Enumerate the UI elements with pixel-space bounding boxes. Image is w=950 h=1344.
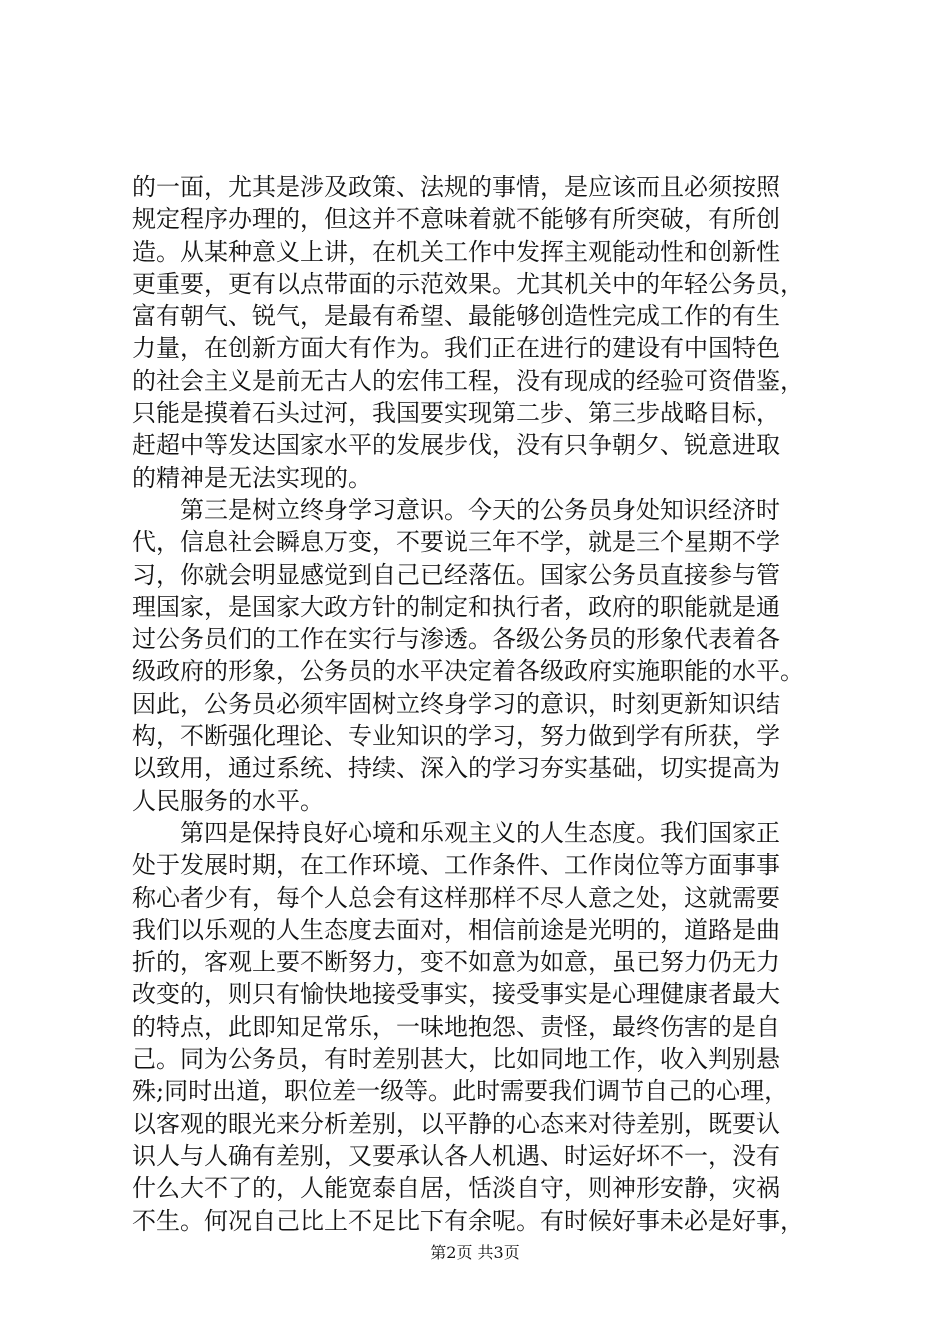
text-line: 不生。何况自己比上不足比下有余呢。有时候好事未必是好事， (132, 1206, 804, 1235)
text-line: 第四是保持良好心境和乐观主义的人生态度。我们国家正 (132, 818, 780, 847)
text-line: 以致用，通过系统、持续、深入的学习夯实基础，切实提高为 (132, 754, 780, 783)
text-line: 级政府的形象，公务员的水平决定着各级政府实施职能的水平。 (132, 657, 804, 686)
text-line: 以客观的眼光来分析差别，以平静的心态来对待差别，既要认 (132, 1109, 780, 1138)
text-line: 我们以乐观的人生态度去面对，相信前途是光明的，道路是曲 (132, 915, 780, 944)
text-line: 的一面，尤其是涉及政策、法规的事情，是应该而且必须按照 (132, 173, 780, 201)
document-body (132, 171, 822, 1237)
text-line: 习，你就会明显感觉到自己已经落伍。国家公务员直接参与管 (132, 560, 780, 589)
text-line: 殊;同时出道，职位差一级等。此时需要我们调节自己的心理， (132, 1077, 789, 1106)
text-line: 理国家，是国家大政方针的制定和执行者，政府的职能就是通 (132, 592, 780, 621)
text-line: 规定程序办理的，但这并不意味着就不能够有所突破，有所创 (132, 205, 780, 234)
text-line: 力量，在创新方面大有作为。我们正在进行的建设有中国特色 (132, 334, 780, 363)
text-line: 称心者少有，每个人总会有这样那样不尽人意之处，这就需要 (132, 883, 780, 912)
text-line: 构，不断强化理论、专业知识的学习，努力做到学有所获，学 (132, 722, 780, 751)
text-line: 富有朝气、锐气，是最有希望、最能够创造性完成工作的有生 (132, 302, 780, 331)
text-line: 的特点，此即知足常乐，一味地抱怨、责怪，最终伤害的是自 (132, 1012, 780, 1041)
text-line: 造。从某种意义上讲，在机关工作中发挥主观能动性和创新性 (132, 237, 780, 266)
text-line: 的精神是无法实现的。 (132, 463, 372, 492)
text-line: 己。同为公务员，有时差别甚大，比如同地工作，收入判别悬 (132, 1045, 780, 1074)
page-footer (0, 1243, 950, 1263)
text-line: 人民服务的水平。 (132, 786, 324, 815)
text-line: 赶超中等发达国家水平的发展步伐，没有只争朝夕、锐意进取 (132, 431, 780, 460)
text-line: 只能是摸着石头过河，我国要实现第二步、第三步战略目标， (132, 399, 780, 428)
text-line: 折的，客观上要不断努力，变不如意为如意，虽已努力仍无力 (132, 948, 780, 977)
page-number-label: 第2页 共3页 (430, 1243, 520, 1262)
text-line: 什么大不了的，人能宽泰自居，恬淡自守，则神形安静，灾祸 (132, 1174, 780, 1203)
text-line: 代，信息社会瞬息万变，不要说三年不学，就是三个星期不学 (132, 528, 780, 557)
text-line: 过公务员们的工作在实行与渗透。各级公务员的形象代表着各 (132, 625, 780, 654)
text-line: 第三是树立终身学习意识。今天的公务员身处知识经济时 (132, 495, 780, 524)
text-line: 改变的，则只有愉快地接受事实，接受事实是心理健康者最大 (132, 980, 780, 1009)
text-line: 处于发展时期，在工作环境、工作条件、工作岗位等方面事事 (132, 851, 780, 880)
text-line: 的社会主义是前无古人的宏伟工程，没有现成的经验可资借鉴， (132, 366, 804, 395)
text-line: 因此，公务员必须牢固树立终身学习的意识，时刻更新知识结 (132, 689, 780, 718)
text-line: 识人与人确有差别，又要承认各人机遇、时运好坏不一，没有 (132, 1141, 780, 1170)
text-line: 更重要，更有以点带面的示范效果。尤其机关中的年轻公务员， (132, 269, 804, 298)
